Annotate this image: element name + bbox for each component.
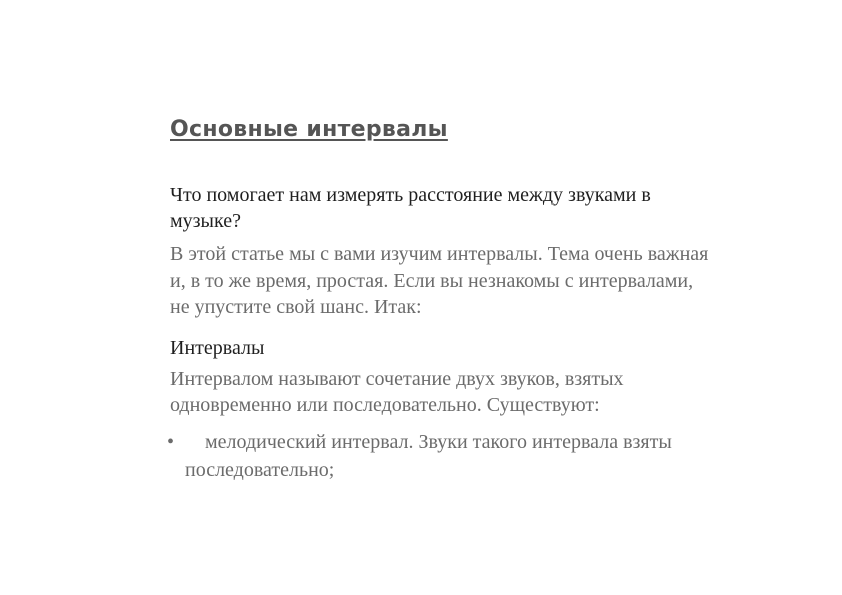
definition-paragraph: Интервалом называют сочетание двух звуков, взятых одновременно или последовательно. Существуют: bbox=[170, 367, 624, 416]
bullet-icon: • bbox=[167, 430, 175, 453]
question-heading: Что помогает нам измерять расстояние между звуками в музыке? bbox=[170, 184, 651, 232]
section-heading: Интервалы bbox=[170, 336, 265, 359]
interval-list bbox=[167, 428, 715, 484]
document-page bbox=[167, 114, 715, 484]
page-title: Основные интервалы bbox=[170, 117, 448, 142]
intro-paragraph: В этой статье мы с вами изучим интервалы. Тема очень важная и, в то же время, простая. Если вы незнакомы с интервалами, не упустите свой шанс. Итак: bbox=[170, 243, 709, 318]
list-item-text: мелодический интервал. Звуки такого интервала взяты последовательно; bbox=[185, 430, 672, 481]
list-item bbox=[167, 428, 715, 484]
